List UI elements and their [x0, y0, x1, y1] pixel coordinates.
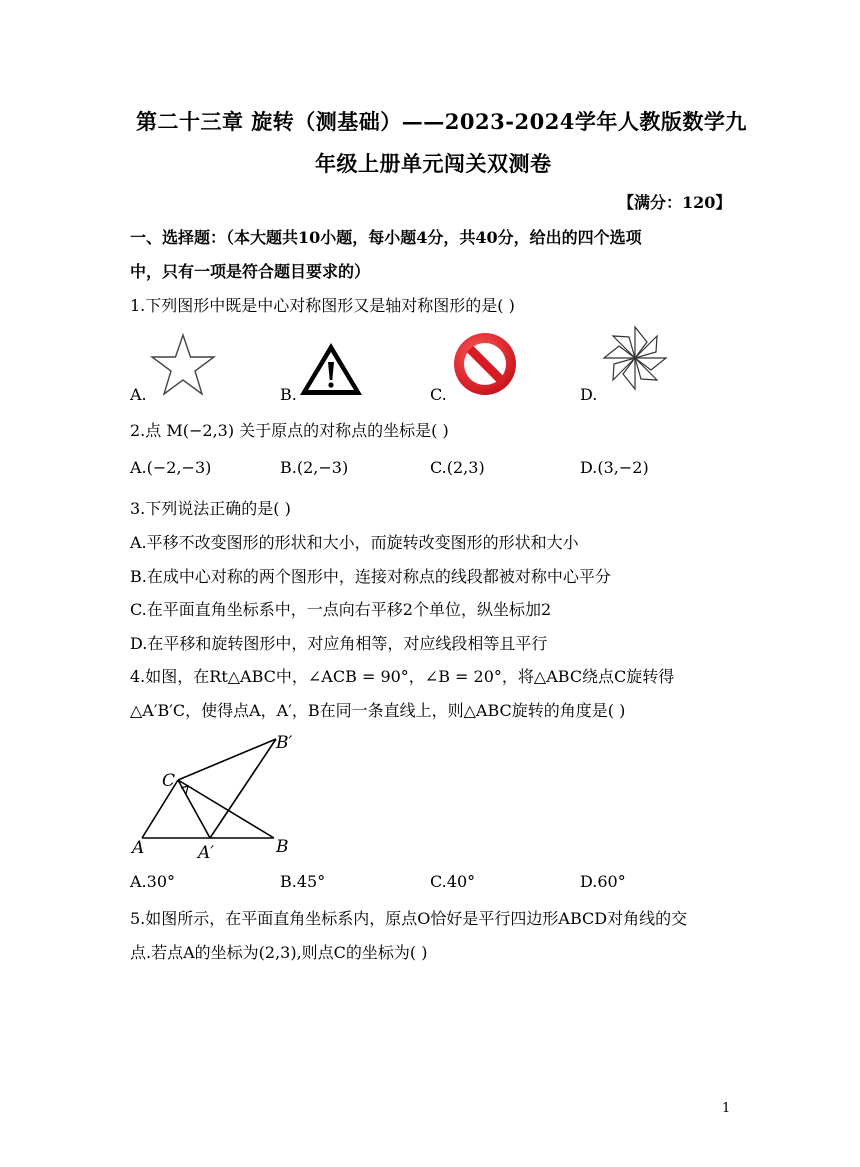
q1-option-d: D. [580, 385, 598, 404]
q1-option-c: C. [430, 385, 447, 404]
q2-option-b: B.(2,−3) [280, 458, 349, 477]
q1-stem: 1.下列图形中既是中心对称图形又是轴对称图形的是( ) [130, 296, 515, 315]
no-entry-sign-icon [452, 331, 518, 397]
page-title-line2: 年级上册单元闯关双测卷 [315, 151, 552, 176]
q3-stem: 3.下列说法正确的是( ) [130, 499, 291, 518]
star-outline-icon [150, 333, 216, 397]
q3-option-c: C.在平面直角坐标系中，一点向右平移2个单位，纵坐标加2 [130, 600, 552, 619]
q2-option-c: C.(2,3) [430, 458, 485, 477]
q1-option-a: A. [130, 385, 147, 404]
q4-option-d: D.60° [580, 872, 626, 891]
q2-option-a: A.(−2,−3) [130, 458, 212, 477]
label-a-prime: A′ [198, 843, 215, 863]
q4-option-c: C.40° [430, 872, 476, 891]
pinwheel-icon [602, 325, 668, 391]
label-b-prime: B′ [276, 733, 293, 753]
q4-stem-line1: 4.如图，在Rt△ABC中，∠ACB = 90°，∠B = 20°，将△ABC绕点C旋转得 [130, 667, 675, 686]
q4-triangle-figure [130, 726, 300, 862]
q3-option-b: B.在成中心对称的两个图形中，连接对称点的线段都被对称中心平分 [130, 567, 611, 586]
section-heading-line1: 一、选择题：（本大题共10小题，每小题4分，共40分，给出的四个选项 [130, 228, 642, 247]
full-score: 【满分：120】 [618, 193, 732, 212]
page-title-line1: 第二十三章 旋转（测基础）——2023-2024学年人教版数学九 [136, 109, 747, 134]
q1-option-b: B. [280, 385, 297, 404]
q5-stem-line2: 点.若点A的坐标为(2,3),则点C的坐标为( ) [130, 943, 428, 962]
label-b: B [276, 837, 289, 857]
page-number: 1 [722, 1101, 731, 1116]
q4-option-a: A.30° [130, 872, 175, 891]
q3-option-a: A.平移不改变图形的形状和大小，而旋转改变图形的形状和大小 [130, 533, 579, 552]
q3-option-d: D.在平移和旋转图形中，对应角相等，对应线段相等且平行 [130, 634, 548, 653]
q4-option-b: B.45° [280, 872, 326, 891]
q2-stem: 2.点 M(−2,3) 关于原点的对称点的坐标是( ) [130, 421, 449, 440]
section-heading-line2: 中，只有一项是符合题目要求的） [130, 262, 371, 281]
q5-stem-line1: 5.如图所示，在平面直角坐标系内，原点O恰好是平行四边形ABCD对角线的交 [130, 909, 688, 928]
label-c: C [162, 771, 176, 791]
q2-option-d: D.(3,−2) [580, 458, 649, 477]
q4-stem-line2: △A′B′C，使得点A，A′，B在同一条直线上，则△ABC旋转的角度是( ) [130, 701, 626, 720]
label-a: A [132, 838, 145, 858]
warning-triangle-icon [298, 341, 364, 397]
